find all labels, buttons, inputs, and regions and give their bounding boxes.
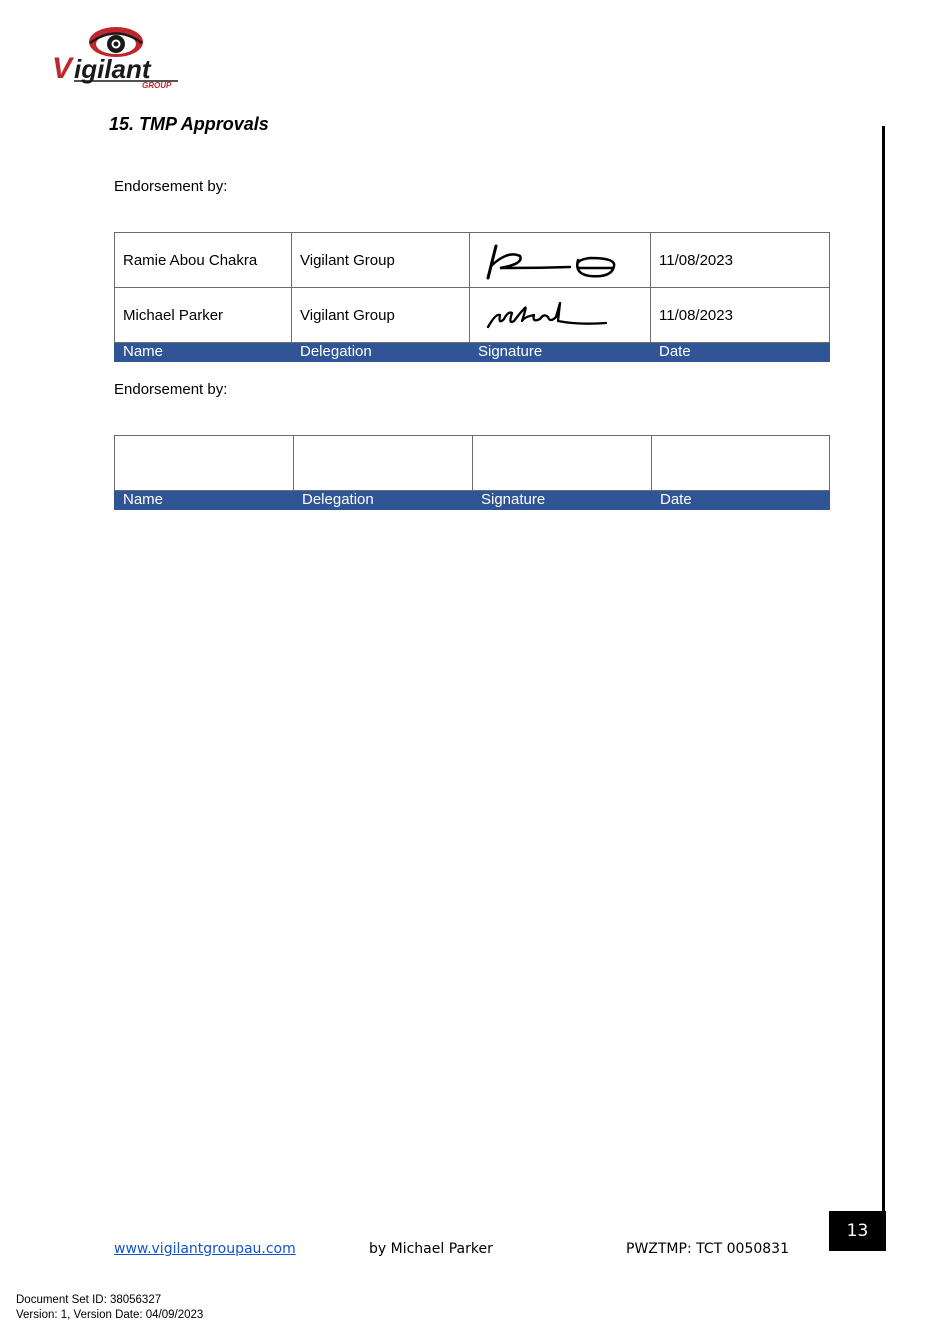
approver-name — [115, 436, 294, 491]
svg-text:igilant: igilant — [74, 54, 151, 84]
signature-cell — [470, 288, 651, 343]
column-header-date: Date — [652, 491, 830, 510]
approval-date: 11/08/2023 — [651, 288, 830, 343]
endorsement-label: Endorsement by: — [114, 178, 228, 195]
svg-text:V: V — [52, 52, 73, 85]
footer-author: by Michael Parker — [369, 1241, 493, 1257]
signature-image — [478, 291, 618, 339]
column-header-delegation: Delegation — [294, 491, 473, 510]
footer-website[interactable] — [114, 1241, 296, 1257]
document-version: Version: 1, Version Date: 04/09/2023 — [16, 1309, 204, 1321]
table-row — [115, 233, 830, 288]
column-header-date: Date — [651, 343, 830, 362]
page-number: 13 — [829, 1211, 886, 1251]
approver-name: Ramie Abou Chakra — [115, 233, 292, 288]
page-border-rule — [882, 126, 885, 1251]
signature-image — [478, 236, 618, 284]
approvals-table — [114, 232, 830, 362]
section-heading — [109, 114, 269, 135]
table-row — [115, 436, 830, 491]
table-header-row — [115, 343, 830, 362]
footer-doc-ref: PWZTMP: TCT 0050831 — [626, 1241, 789, 1257]
approver-name: Michael Parker — [115, 288, 292, 343]
table-header-row — [115, 491, 830, 510]
approval-date: 11/08/2023 — [651, 233, 830, 288]
table-row — [115, 288, 830, 343]
approver-delegation — [294, 436, 473, 491]
svg-text:GROUP: GROUP — [142, 81, 172, 90]
column-header-name: Name — [115, 491, 294, 510]
signature-cell — [470, 233, 651, 288]
approvals-table-blank — [114, 435, 830, 510]
company-logo — [50, 22, 182, 90]
document-set-id: Document Set ID: 38056327 — [16, 1294, 162, 1306]
approver-delegation: Vigilant Group — [292, 288, 470, 343]
section-title: TMP Approvals — [139, 114, 269, 134]
column-header-delegation: Delegation — [292, 343, 470, 362]
approval-date — [652, 436, 830, 491]
approver-delegation: Vigilant Group — [292, 233, 470, 288]
endorsement-label: Endorsement by: — [114, 381, 228, 398]
section-number: 15. — [109, 114, 135, 134]
column-header-signature: Signature — [473, 491, 652, 510]
website-link[interactable]: www.vigilantgroupau.com — [114, 1241, 296, 1257]
column-header-name: Name — [115, 343, 292, 362]
signature-cell — [473, 436, 652, 491]
column-header-signature: Signature — [470, 343, 651, 362]
